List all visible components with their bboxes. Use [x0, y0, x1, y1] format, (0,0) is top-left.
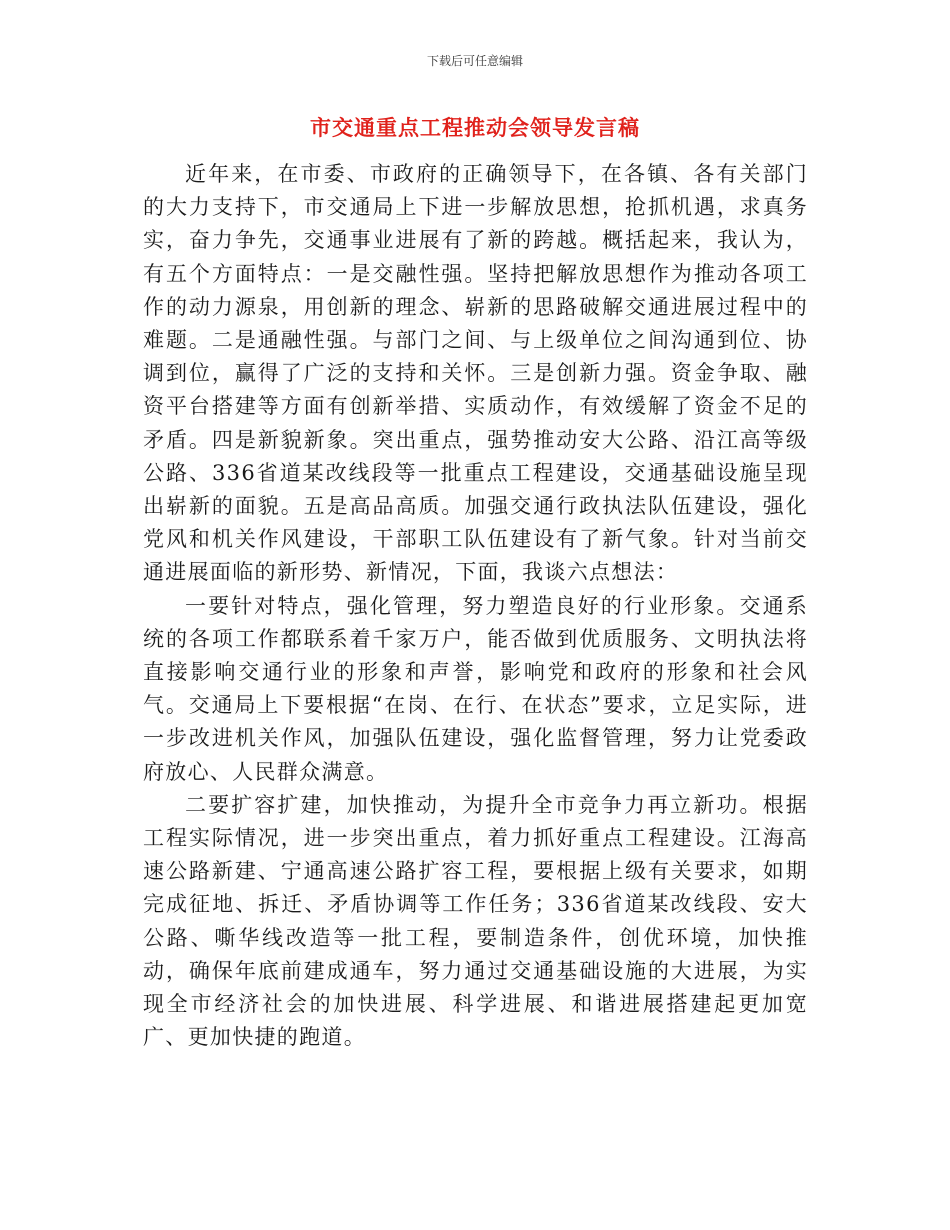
paragraph: 一要针对特点，强化管理，努力塑造良好的行业形象。交通系统的各项工作都联系着千家万户，能否做到优质服务、文明执法将直接影响交通行业的形象和声誉，影响党和政府的形象和社会风气。交通局上下要根据“在岗、在行、在状态”要求，立足实际，进一步改进机关作风，加强队伍建设，强化监督管理，努力让党委政府放心、人民群众满意。	[143, 593, 808, 784]
header-note: 下载后可任意编辑	[426, 54, 523, 68]
document-title: 市交通重点工程推动会领导发言稿	[310, 116, 640, 140]
document-body	[143, 158, 808, 1054]
paragraph: 近年来，在市委、市政府的正确领导下，在各镇、各有关部门的大力支持下，市交通局上下进一步解放思想，抢抓机遇，求真务实，奋力争先，交通事业进展有了新的跨越。概括起来，我认为，有五个方面特点：一是交融性强。坚持把解放思想作为推动各项工作的动力源泉，用创新的理念、崭新的思路破解交通进展过程中的难题。二是通融性强。与部门之间、与上级单位之间沟通到位、协调到位，赢得了广泛的支持和关怀。三是创新力强。资金争取、融资平台搭建等方面有创新举措、实质动作，有效缓解了资金不足的矛盾。四是新貌新象。突出重点，强势推动安大公路、沿江高等级公路、336省道某改线段等一批重点工程建设，交通基础设施呈现出崭新的面貌。五是高品高质。加强交通行政执法队伍建设，强化党风和机关作风建设，干部职工队伍建设有了新气象。针对当前交通进展面临的新形势、新情况，下面，我谈六点想法：	[143, 162, 808, 585]
paragraph: 二要扩容扩建，加快推动，为提升全市竞争力再立新功。根据工程实际情况，进一步突出重点，着力抓好重点工程建设。江海高速公路新建、宁通高速公路扩容工程，要根据上级有关要求，如期完成征地、拆迁、矛盾协调等工作任务；336省道某改线段、安大公路、嘶华线改造等一批工程，要制造条件，创优环境，加快推动，确保年底前建成通车，努力通过交通基础设施的大进展，为实现全市经济社会的加快进展、科学进展、和谐进展搭建起更加宽广、更加快捷的跑道。	[143, 792, 808, 1050]
